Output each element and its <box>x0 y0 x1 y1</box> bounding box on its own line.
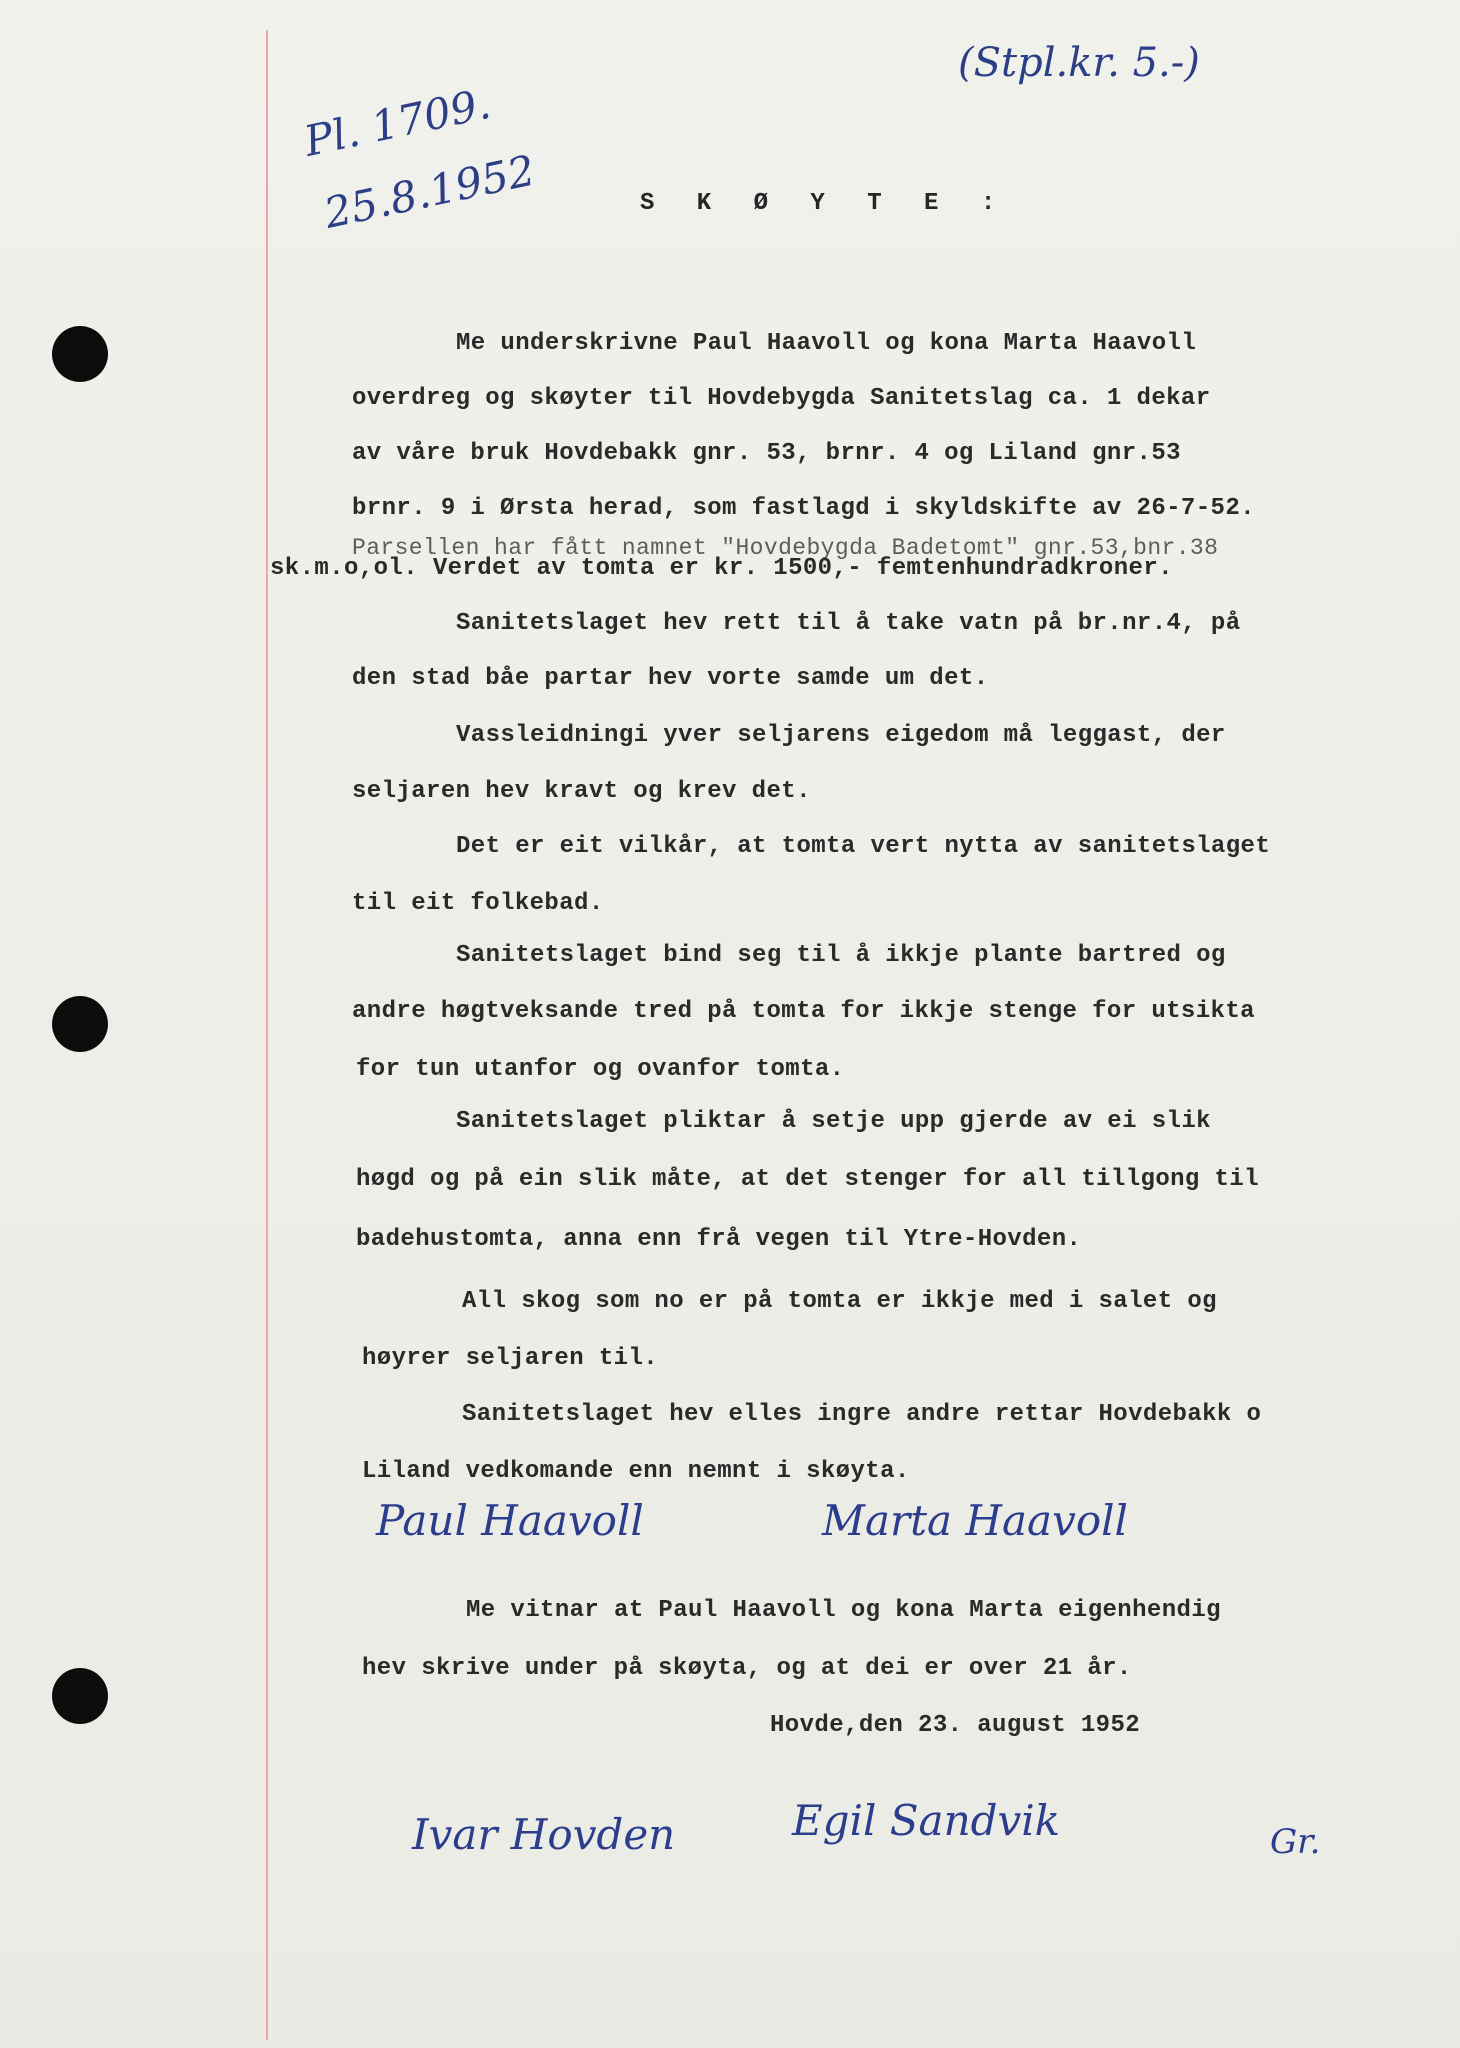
text-line: badehustomta, anna enn frå vegen til Ytre-Hovden. <box>356 1226 1082 1253</box>
text-line: hev skrive under på skøyta, og at dei er over 21 år. <box>362 1655 1132 1682</box>
registration-date: 25.8.1952 <box>320 145 540 238</box>
text-line: til eit folkebad. <box>352 890 604 917</box>
signature-witness-2: Egil Sandvik <box>792 1796 1061 1845</box>
punch-hole <box>52 326 108 382</box>
date-line: Hovde,den 23. august 1952 <box>770 1712 1141 1739</box>
punch-hole <box>52 1668 108 1724</box>
text-line: Me vitnar at Paul Haavoll og kona Marta eigenhendig <box>466 1597 1221 1624</box>
text-line: for tun utanfor og ovanfor tomta. <box>356 1056 845 1083</box>
text-line: seljaren hev kravt og krev det. <box>352 778 811 805</box>
text-line: brnr. 9 i Ørsta herad, som fastlagd i skyldskifte av 26-7-52. <box>352 495 1255 522</box>
signature-witness-1: Ivar Hovden <box>412 1810 676 1859</box>
text-line: Vassleidningi yver seljarens eigedom må leggast, der <box>456 722 1226 749</box>
text-line: andre høgtveksande tred på tomta for ikkje stenge for utsikta <box>352 998 1255 1025</box>
text-line: Sanitetslaget bind seg til å ikkje plante bartred og <box>456 942 1226 969</box>
text-line: Liland vedkomande enn nemnt i skøyta. <box>362 1458 910 1485</box>
text-line: overdreg og skøyter til Hovdebygda Sanitetslag ca. 1 dekar <box>352 385 1211 412</box>
text-line: sk.m.o,ol. Verdet av tomta er kr. 1500,- femtenhundradkroner. <box>270 555 1173 582</box>
text-line: Sanitetslaget pliktar å setje upp gjerde av ei slik <box>456 1108 1211 1135</box>
punch-hole <box>52 996 108 1052</box>
text-line: høgd og på ein slik måte, at det stenger for all tillgong til <box>356 1166 1259 1193</box>
signature-seller-2: Marta Haavoll <box>822 1496 1128 1545</box>
text-line: Sanitetslaget hev elles ingre andre rettar Hovdebakk o <box>462 1401 1262 1428</box>
text-line: høyrer seljaren til. <box>362 1345 659 1372</box>
witness-mark: Gr. <box>1270 1822 1321 1862</box>
text-line: Det er eit vilkår, at tomta vert nytta av sanitetslaget <box>456 833 1271 860</box>
text-line: All skog som no er på tomta er ikkje med i salet og <box>462 1288 1217 1315</box>
registration-number: Pl. 1709. <box>300 78 495 166</box>
document-title: S K Ø Y T E : <box>640 190 1010 217</box>
signature-seller-1: Paul Haavoll <box>376 1496 644 1545</box>
text-line: av våre bruk Hovdebakk gnr. 53, brnr. 4 og Liland gnr.53 <box>352 440 1181 467</box>
stamp-duty-note: (Stpl.kr. 5.-) <box>958 40 1200 86</box>
text-line: den stad båe partar hev vorte samde um det. <box>352 665 989 692</box>
text-line-inserted: Parsellen har fått namnet "Hovdebygda Badetomt" gnr.53,bnr.38 <box>352 535 1219 561</box>
margin-rule <box>266 30 268 2040</box>
text-line: Me underskrivne Paul Haavoll og kona Marta Haavoll <box>456 330 1197 357</box>
text-line: Sanitetslaget hev rett til å take vatn på br.nr.4, på <box>456 610 1241 637</box>
